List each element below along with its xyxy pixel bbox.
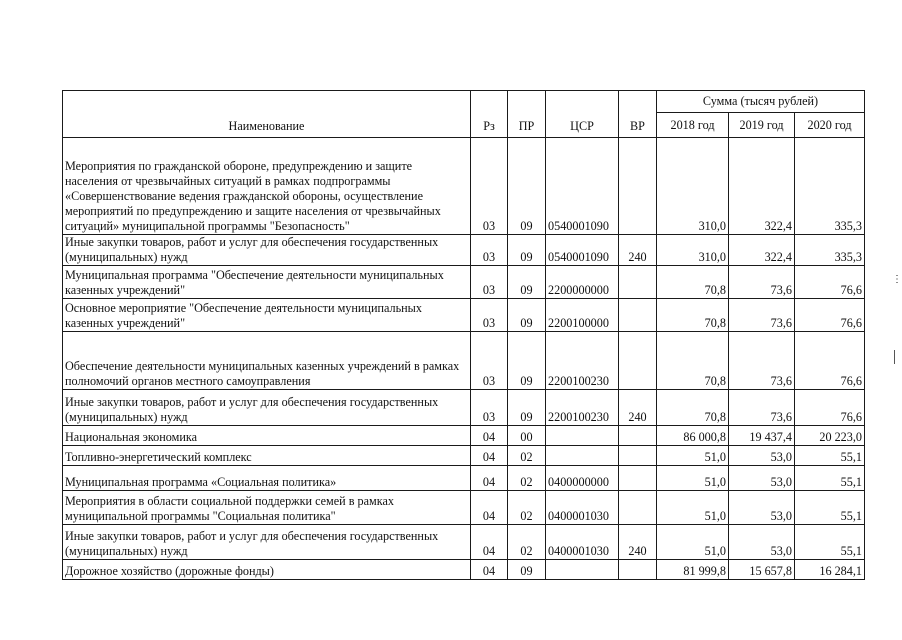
budget-table (62, 90, 865, 580)
row-sum-2018: 51,0 (657, 525, 729, 560)
row-sum-2018: 86 000,8 (657, 426, 729, 446)
margin-tick (894, 350, 895, 364)
row-vr: 240 (619, 525, 657, 560)
header-sum-group: Сумма (тысяч рублей) (657, 91, 865, 113)
row-csr: 0540001090 (546, 235, 619, 266)
row-csr: 2200100230 (546, 390, 619, 426)
table-row (63, 491, 865, 525)
row-sum-2018: 70,8 (657, 332, 729, 390)
row-sum-2019: 73,6 (729, 266, 795, 299)
row-sum-2020: 55,1 (795, 446, 865, 466)
row-name: Обеспечение деятельности муниципальных казенных учреждений в рамках полномочий органов местного самоуправления (63, 332, 471, 390)
row-pr: 02 (508, 491, 546, 525)
row-name: Дорожное хозяйство (дорожные фонды) (63, 560, 471, 580)
row-csr (546, 560, 619, 580)
row-sum-2018: 310,0 (657, 235, 729, 266)
row-rz: 03 (471, 235, 508, 266)
row-sum-2020: 76,6 (795, 299, 865, 332)
row-sum-2020: 76,6 (795, 332, 865, 390)
row-pr: 09 (508, 138, 546, 235)
row-pr: 02 (508, 466, 546, 491)
table-row (63, 266, 865, 299)
row-sum-2019: 19 437,4 (729, 426, 795, 446)
table-row (63, 426, 865, 446)
row-rz: 04 (471, 446, 508, 466)
row-name: Мероприятия по гражданской обороне, предупреждению и защите населения от чрезвычайных ситуаций в рамках подпрограммы «Совершенствование ведения гражданской обороны, осуществление мероприятий по предупреждению и защите населения от чрезвычайных ситуаций» муниципальной программы "Безопасность" (63, 138, 471, 235)
row-csr (546, 426, 619, 446)
row-pr: 02 (508, 525, 546, 560)
row-rz: 04 (471, 491, 508, 525)
row-sum-2020: 55,1 (795, 491, 865, 525)
row-sum-2018: 310,0 (657, 138, 729, 235)
row-sum-2019: 73,6 (729, 390, 795, 426)
table-row (63, 235, 865, 266)
row-name: Мероприятия в области социальной поддержки семей в рамках муниципальной программы "Социальная политика" (63, 491, 471, 525)
row-rz: 04 (471, 525, 508, 560)
row-pr: 09 (508, 235, 546, 266)
row-sum-2019: 322,4 (729, 235, 795, 266)
table-row (63, 560, 865, 580)
row-rz: 04 (471, 560, 508, 580)
row-csr: 2200000000 (546, 266, 619, 299)
row-sum-2020: 76,6 (795, 390, 865, 426)
header-csr: ЦСР (546, 91, 619, 138)
table-row (63, 332, 865, 390)
row-pr: 09 (508, 560, 546, 580)
row-name: Муниципальная программа "Обеспечение деятельности муниципальных казенных учреждений" (63, 266, 471, 299)
row-rz: 03 (471, 390, 508, 426)
row-vr: 240 (619, 390, 657, 426)
row-name: Основное мероприятие "Обеспечение деятельности муниципальных казенных учреждений" (63, 299, 471, 332)
row-pr: 02 (508, 446, 546, 466)
row-sum-2019: 73,6 (729, 332, 795, 390)
header-year-2019: 2019 год (729, 113, 795, 138)
row-sum-2018: 51,0 (657, 466, 729, 491)
row-name: Муниципальная программа «Социальная политика» (63, 466, 471, 491)
row-pr: 09 (508, 266, 546, 299)
row-name: Иные закупки товаров, работ и услуг для обеспечения государственных (муниципальных) нужд (63, 235, 471, 266)
header-rz: Рз (471, 91, 508, 138)
table-row (63, 138, 865, 235)
header-pr: ПР (508, 91, 546, 138)
row-sum-2018: 70,8 (657, 299, 729, 332)
row-sum-2019: 15 657,8 (729, 560, 795, 580)
row-sum-2020: 335,3 (795, 138, 865, 235)
row-pr: 09 (508, 390, 546, 426)
row-vr: 240 (619, 235, 657, 266)
row-vr (619, 332, 657, 390)
row-csr: 2200100230 (546, 332, 619, 390)
row-vr (619, 138, 657, 235)
row-rz: 03 (471, 332, 508, 390)
table-row (63, 525, 865, 560)
row-name: Иные закупки товаров, работ и услуг для обеспечения государственных (муниципальных) нужд (63, 390, 471, 426)
row-sum-2020: 16 284,1 (795, 560, 865, 580)
table-row (63, 466, 865, 491)
row-vr (619, 299, 657, 332)
row-sum-2019: 73,6 (729, 299, 795, 332)
header-year-2020: 2020 год (795, 113, 865, 138)
header-vr: ВР (619, 91, 657, 138)
row-rz: 03 (471, 138, 508, 235)
row-sum-2020: 55,1 (795, 525, 865, 560)
budget-sheet (62, 90, 865, 580)
row-pr: 09 (508, 299, 546, 332)
row-sum-2018: 81 999,8 (657, 560, 729, 580)
row-vr (619, 491, 657, 525)
row-sum-2019: 53,0 (729, 446, 795, 466)
row-pr: 09 (508, 332, 546, 390)
row-rz: 03 (471, 266, 508, 299)
row-csr: 0400001030 (546, 525, 619, 560)
row-csr (546, 446, 619, 466)
row-sum-2020: 20 223,0 (795, 426, 865, 446)
table-row (63, 390, 865, 426)
row-csr: 0400000000 (546, 466, 619, 491)
header-row-top (63, 91, 865, 113)
row-name: Топливно-энергетический комплекс (63, 446, 471, 466)
header-year-2018: 2018 год (657, 113, 729, 138)
row-sum-2019: 53,0 (729, 525, 795, 560)
row-vr (619, 266, 657, 299)
row-sum-2020: 55,1 (795, 466, 865, 491)
row-rz: 04 (471, 426, 508, 446)
row-name: Национальная экономика (63, 426, 471, 446)
row-csr: 2200100000 (546, 299, 619, 332)
header-name: Наименование (63, 91, 471, 138)
margin-mark: ⋮ (892, 274, 902, 285)
row-sum-2018: 51,0 (657, 491, 729, 525)
row-sum-2018: 70,8 (657, 390, 729, 426)
row-rz: 04 (471, 466, 508, 491)
row-sum-2019: 322,4 (729, 138, 795, 235)
row-sum-2020: 76,6 (795, 266, 865, 299)
row-csr: 0400001030 (546, 491, 619, 525)
row-sum-2020: 335,3 (795, 235, 865, 266)
row-vr (619, 466, 657, 491)
row-csr: 0540001090 (546, 138, 619, 235)
row-sum-2019: 53,0 (729, 491, 795, 525)
table-row (63, 299, 865, 332)
row-sum-2019: 53,0 (729, 466, 795, 491)
row-name: Иные закупки товаров, работ и услуг для обеспечения государственных (муниципальных) нужд (63, 525, 471, 560)
row-vr (619, 446, 657, 466)
row-sum-2018: 51,0 (657, 446, 729, 466)
row-rz: 03 (471, 299, 508, 332)
table-row (63, 446, 865, 466)
row-vr (619, 560, 657, 580)
row-sum-2018: 70,8 (657, 266, 729, 299)
row-pr: 00 (508, 426, 546, 446)
row-vr (619, 426, 657, 446)
